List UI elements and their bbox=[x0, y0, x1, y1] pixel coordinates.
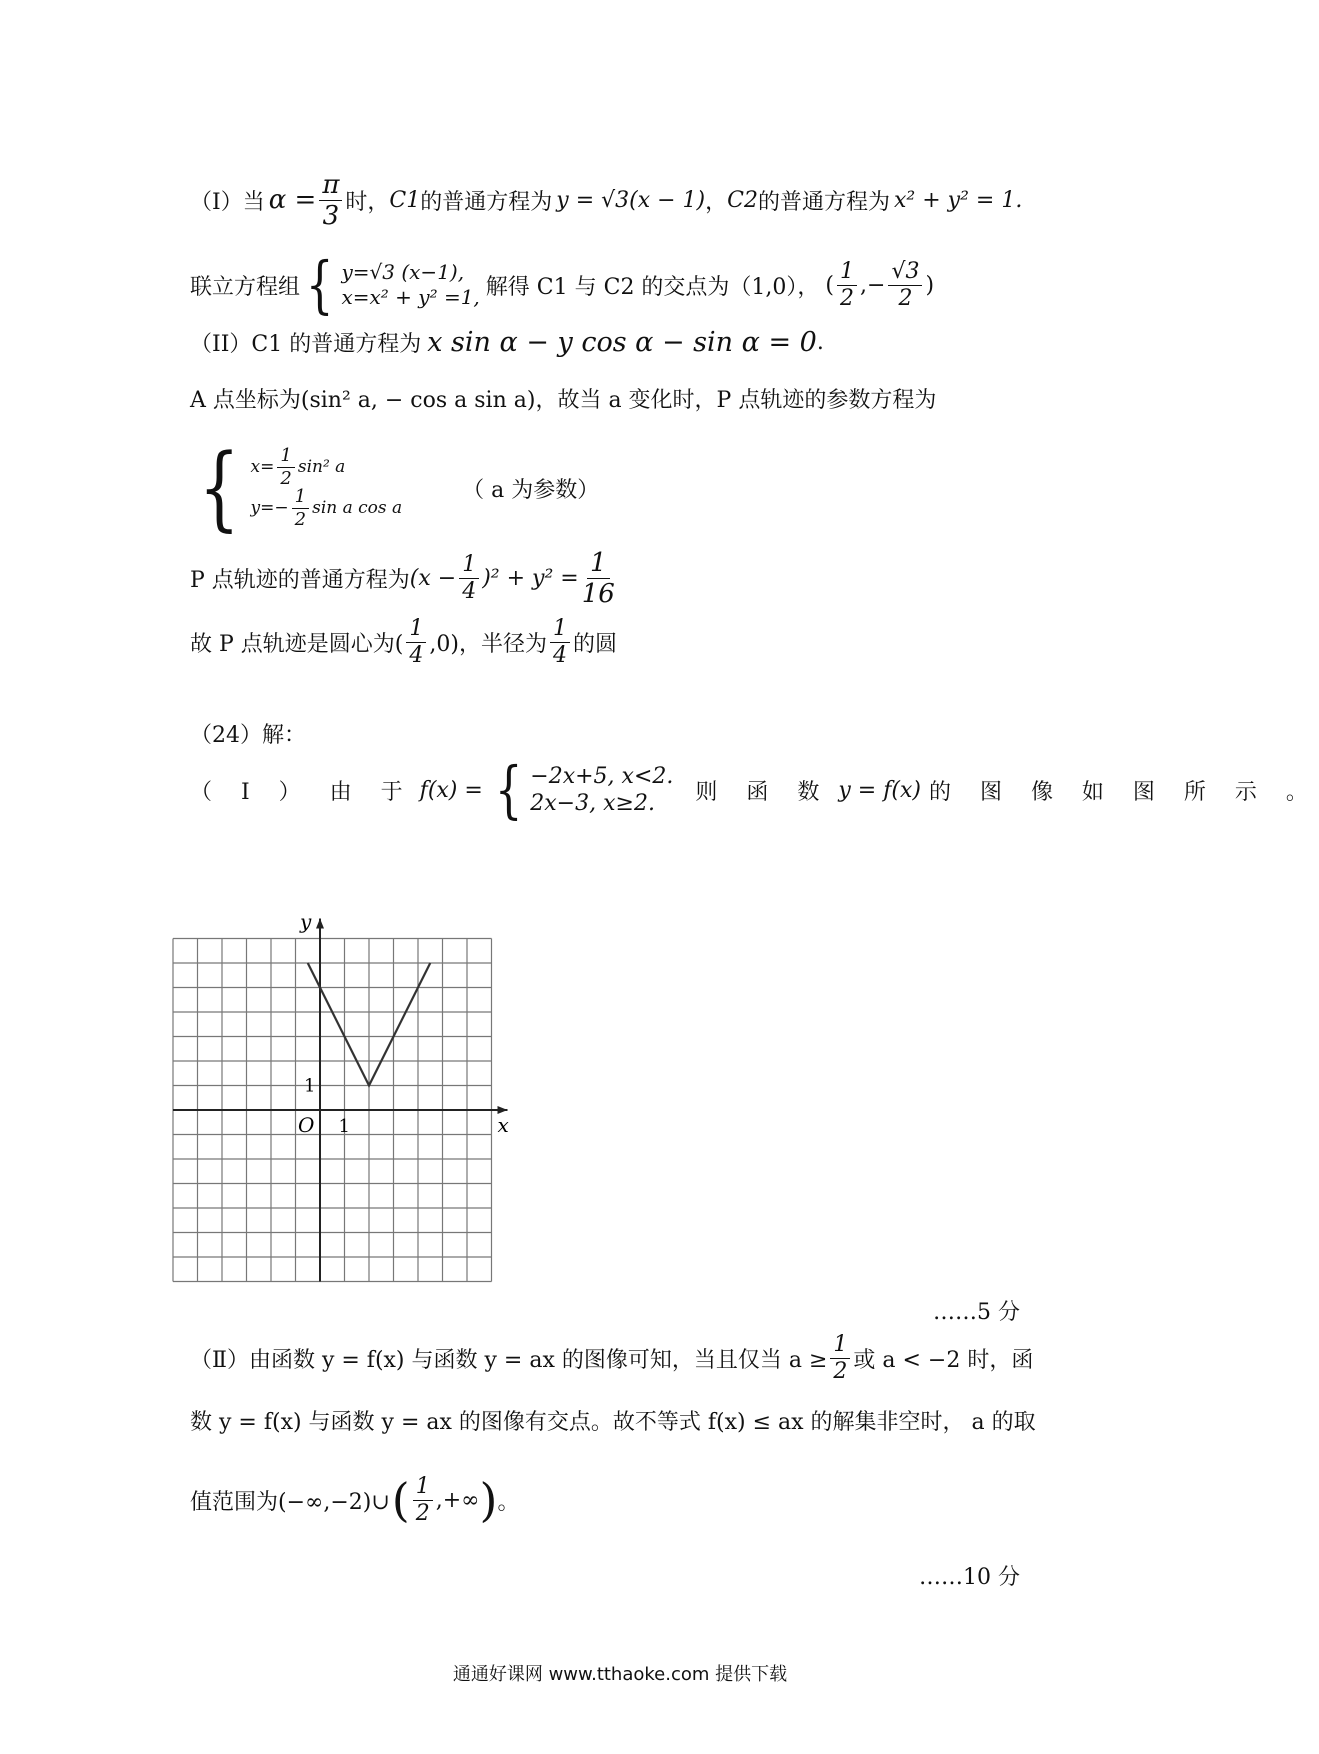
param-row2: y=− $\frac{1}{2}$ sin a cos a bbox=[250, 486, 403, 530]
piecewise-row2: 2x−3, x≥2. bbox=[530, 791, 655, 816]
system1-brace: { y=√3 (x−1), x=x² + y² =1, bbox=[305, 248, 480, 321]
fx-label: f(x) = bbox=[419, 777, 483, 803]
x-tick-label: 1 bbox=[338, 1116, 350, 1137]
footer-text: 通通好课网 www.tthaoke.com 提供下载 bbox=[452, 1664, 788, 1685]
system1-line: 联立方程组 { y=√3 (x−1), x=x² + y² =1, 解得 C1 与 C2 的交点为（1,0）， ( $\frac{1}{2}$ ,− $\frac{√3}{2}$ ) bbox=[190, 248, 935, 321]
alpha-fraction: $\frac{\pi}{3}$ bbox=[319, 172, 342, 229]
q24-heading: （24）解： bbox=[190, 722, 306, 748]
c1-equation: y = √3(x − 1) bbox=[556, 187, 706, 213]
c2-equation: x² + y² = 1. bbox=[894, 187, 1023, 213]
circle-description-line: 故 P 点轨迹是圆心为( $\frac{1}{4}$ ,0)，半径为 $\frac{1}{4}$ 的圆 bbox=[190, 615, 617, 668]
y-tick-label: 1 bbox=[304, 1075, 316, 1097]
system1-label: 联立方程组 bbox=[190, 274, 301, 300]
function-graph bbox=[190, 909, 560, 1290]
circle-equation-line: P 点轨迹的普通方程为 (x − $\frac{1}{4}$ )² + y² = $\frac{1}{16}$ bbox=[190, 547, 615, 609]
x-axis-label: x bbox=[497, 1113, 509, 1137]
system1-row1: y=√3 (x−1), bbox=[341, 260, 465, 284]
origin-label: O bbox=[298, 1113, 315, 1137]
piecewise-brace: { −2x+5, x<2. 2x−3, x≥2. bbox=[494, 753, 674, 826]
system1-row2: x=x² + y² =1, bbox=[341, 285, 480, 309]
score-5: ……5 分 bbox=[933, 1300, 1020, 1325]
part2-label: （II）C1 的普通方程为 bbox=[190, 331, 422, 357]
point-a-line bbox=[190, 380, 936, 416]
part2-equation: x sin α − y cos α − sin α = 0 bbox=[427, 326, 817, 358]
point-y-fraction: $\frac{√3}{2}$ bbox=[888, 261, 922, 310]
point-x-fraction: $\frac{1}{2}$ bbox=[837, 261, 857, 310]
piecewise-row1: −2x+5, x<2. bbox=[530, 763, 674, 789]
q24-part2-line2: 数 y = f(x) 与函数 y = ax 的图像有交点。故不等式 f(x) ≤ ax 的解集非空时， a 的取 bbox=[190, 1409, 1036, 1435]
part1-line: （I）当 α = $\frac{\pi}{3}$ 时， C1 的普通方程为 y = √3(x − 1) ， C2 的普通方程为 x² + y² = 1. bbox=[190, 169, 1023, 231]
y-axis-arrow bbox=[316, 919, 324, 929]
graph-axes bbox=[173, 919, 508, 1282]
score-10: ……10 分 bbox=[919, 1565, 1020, 1590]
part2-line: （II）C1 的普通方程为 x sin α − y cos α − sin α = 0 . bbox=[190, 326, 824, 358]
param-row1: x= $\frac{1}{2}$ sin² a bbox=[250, 445, 346, 489]
point-a-text: A 点坐标为(sin² a, − cos a sin a)，故当 a 变化时，P 点轨迹的参数方程为 bbox=[190, 387, 937, 413]
system1-solution: 解得 C1 与 C2 的交点为（1,0）， bbox=[485, 274, 820, 300]
alpha-condition: α = bbox=[268, 185, 317, 215]
c1-label: C1 bbox=[389, 187, 421, 213]
c2-label: C2 bbox=[727, 187, 758, 213]
part1-intro: （I）当 bbox=[190, 189, 265, 215]
q24-part1-line: （ Ⅰ ） 由 于 f(x) = { −2x+5, x<2. 2x−3, x≥2. 则 函 数 y = f(x) 的 图 像 如 图 所 示 。 bbox=[190, 753, 1319, 826]
param-line bbox=[190, 434, 600, 541]
q24-part2-line3: 值范围为(−∞,−2)∪ ( $\frac{1}{2}$ ,+∞ ) 。 bbox=[190, 1473, 520, 1527]
q24-part2-line1: （Ⅱ）由函数 y = f(x) 与函数 y = ax 的图像可知，当且仅当 a ≥ $\frac{1}{2}$ 或 a < −2 时，函 bbox=[190, 1331, 1034, 1384]
y-axis-label: y bbox=[300, 909, 312, 934]
param-note: （ a 为参数） bbox=[462, 477, 600, 503]
param-brace: { x= $\frac{1}{2}$ sin² a y=− $\frac{1}{2}$ sin a cos a bbox=[198, 434, 403, 541]
